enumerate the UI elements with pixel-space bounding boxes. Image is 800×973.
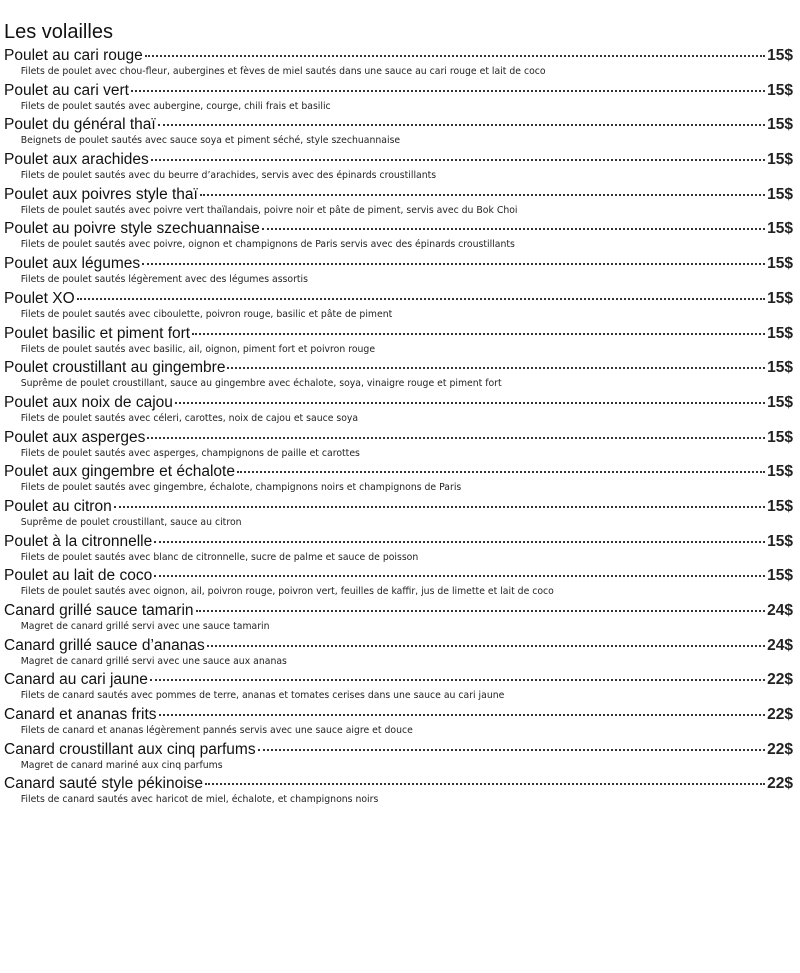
menu-item-price: 15$ (767, 255, 793, 273)
menu-item-price: 15$ (767, 185, 793, 203)
menu-item-name: Poulet du général thaï (4, 116, 156, 134)
menu-item-name: Poulet au citron (4, 497, 112, 515)
menu-item-header (4, 219, 793, 238)
menu-item-price: 15$ (767, 428, 793, 446)
menu-item-header (4, 81, 793, 100)
menu-item (4, 358, 793, 393)
menu-item (4, 601, 793, 636)
menu-item-name: Poulet aux asperges (4, 428, 146, 446)
dotted-leader (205, 783, 765, 785)
dotted-leader (142, 263, 765, 265)
menu-item-name: Poulet aux gingembre et échalote (4, 463, 235, 481)
menu-item-header (4, 774, 793, 793)
menu-item-header (4, 462, 793, 481)
menu-item (4, 774, 793, 809)
menu-item (4, 115, 793, 150)
menu-item-header (4, 428, 793, 447)
menu-item-price: 15$ (767, 289, 793, 307)
menu-item (4, 185, 793, 220)
menu-item (4, 566, 793, 601)
menu-item (4, 289, 793, 324)
menu-item-name: Canard grillé sauce d’ananas (4, 636, 205, 654)
dotted-leader (175, 402, 765, 404)
dotted-leader (154, 541, 765, 543)
menu-item-description: Filets de poulet avec chou-fleur, aubergines et fèves de miel sautés dans une sauce au cari rouge et lait de coco (20, 66, 546, 77)
menu-item-price: 15$ (767, 116, 793, 134)
dotted-leader (151, 159, 765, 161)
menu-item (4, 428, 793, 463)
menu-item-price: 15$ (767, 393, 793, 411)
menu-item-description: Magret de canard mariné aux cinq parfums (20, 759, 223, 771)
menu-item-price: 22$ (767, 740, 793, 758)
menu-item-header (4, 150, 793, 169)
menu-item-name: Poulet basilic et piment fort (4, 324, 191, 342)
menu-item-description: Filets de poulet sautés avec céleri, carottes, noix de cajou et sauce soya (20, 412, 359, 424)
menu-item-price: 22$ (767, 775, 793, 793)
menu-item-description: Beignets de poulet sautés avec sauce soya et piment séché, style szechuannaise (20, 135, 401, 147)
menu-item-name: Poulet au poivre style szechuannaise (4, 220, 260, 238)
menu-item-price: 15$ (767, 47, 793, 64)
menu-item (4, 393, 793, 428)
menu-item-header (4, 740, 793, 759)
menu-item-name: Poulet aux légumes (4, 255, 141, 273)
menu-item-name: Poulet croustillant au gingembre (4, 359, 226, 377)
menu-item-name: Canard au cari jaune (4, 671, 148, 689)
menu-item (4, 81, 793, 116)
menu-item-price: 15$ (767, 463, 793, 481)
menu-item-price: 15$ (767, 324, 793, 342)
menu-item-description: Suprême de poulet croustillant, sauce au citron (20, 516, 242, 528)
dotted-leader (154, 575, 765, 577)
menu-item-description: Filets de poulet sautés avec du beurre d’arachides, servis avec des épinards croustillants (20, 170, 437, 182)
dotted-leader (158, 124, 765, 126)
dotted-leader (147, 437, 765, 439)
menu-item-price: 15$ (767, 532, 793, 550)
menu-item-description: Filets de poulet sautés avec poivre, oignon et champignons de Paris servis avec des épinards croustillants (20, 239, 515, 251)
menu-item-description: Suprême de poulet croustillant, sauce au gingembre avec échalote, soya, vinaigre rouge et piment fort (20, 378, 502, 390)
dotted-leader (200, 194, 765, 196)
menu-item-description: Filets de poulet sautés avec poivre vert thaïlandais, poivre noir et pâte de piment, servis avec du Bok Choi (20, 204, 518, 216)
menu-item-price: 15$ (767, 220, 793, 238)
menu-item (4, 740, 793, 775)
menu-item-header (4, 185, 793, 204)
menu-item (4, 219, 793, 254)
menu-item-description: Filets de poulet sautés avec asperges, champignons de paille et carottes (20, 447, 360, 459)
menu-item-description: Magret de canard grillé servi avec une sauce tamarin (20, 621, 270, 632)
dotted-leader (145, 55, 765, 57)
dotted-leader (192, 333, 765, 335)
dotted-leader (196, 610, 766, 612)
menu-item-header (4, 601, 793, 620)
menu-item (4, 462, 793, 497)
menu-item-description: Filets de poulet sautés avec gingembre, échalote, champignons noirs et champignons de Paris (20, 482, 462, 494)
menu-item-header (4, 566, 793, 585)
menu-item-header (4, 358, 793, 377)
menu-item-name: Canard sauté style pékinoise (4, 775, 204, 793)
menu-item-price: 22$ (767, 671, 793, 689)
menu-item-price: 15$ (767, 81, 793, 99)
dotted-leader (262, 228, 765, 230)
menu-item-name: Poulet au cari vert (4, 81, 129, 99)
menu-item-description: Filets de poulet sautés avec ciboulette, poivron rouge, basilic et pâte de piment (20, 308, 393, 320)
dotted-leader (150, 679, 765, 681)
section-title: Les volailles (4, 21, 113, 43)
dotted-leader (77, 298, 765, 300)
menu-item (4, 670, 793, 705)
dotted-leader (207, 645, 765, 647)
menu-item (4, 532, 793, 567)
menu-item-description: Filets de canard et ananas légèrement pannés servis avec une sauce aigre et douce (20, 725, 413, 737)
menu-item-name: Poulet au cari rouge (4, 47, 143, 64)
menu-item-description: Filets de poulet sautés avec blanc de citronnelle, sucre de palme et sauce de poisson (20, 551, 419, 563)
menu-item-description: Magret de canard grillé servi avec une sauce aux ananas (20, 655, 287, 667)
menu-item-description: Filets de canard sautés avec haricot de miel, échalote, et champignons noirs (20, 794, 379, 806)
dotted-leader (114, 506, 765, 508)
menu-item (4, 497, 793, 532)
menu-item-header (4, 46, 793, 65)
menu-item-name: Poulet au lait de coco (4, 567, 153, 585)
menu-item-description: Filets de poulet sautés légèrement avec des légumes assortis (20, 274, 308, 286)
menu-item-header (4, 532, 793, 551)
menu-item-description: Filets de canard sautés avec pommes de terre, ananas et tomates cerises dans une sauce au cari jaune (20, 690, 505, 702)
menu-item-header (4, 254, 793, 273)
menu-item-description: Filets de poulet sautés avec basilic, ail, oignon, piment fort et poivron rouge (20, 343, 376, 355)
dotted-leader (159, 714, 766, 716)
dotted-leader (258, 749, 766, 751)
menu-item-header (4, 670, 793, 689)
menu-item (4, 636, 793, 671)
menu-item-name: Poulet XO (4, 289, 75, 307)
menu-item-price: 15$ (767, 151, 793, 169)
menu-item (4, 705, 793, 740)
dotted-leader (131, 90, 765, 92)
menu-item (4, 150, 793, 185)
menu-item (4, 324, 793, 359)
menu-item (4, 254, 793, 289)
menu-item-header (4, 705, 793, 724)
menu-item-name: Poulet aux arachides (4, 151, 149, 169)
menu-item-header (4, 115, 793, 134)
menu-item-price: 15$ (767, 497, 793, 515)
menu-item-price: 24$ (767, 636, 793, 654)
menu-item-price: 15$ (767, 359, 793, 377)
menu-item-name: Poulet à la citronnelle (4, 532, 153, 550)
menu-item-description: Filets de poulet sautés avec oignon, ail, poivron rouge, poivron vert, feuilles de kaffir, jus de limette et lait de coco (20, 586, 554, 598)
menu-item-name: Poulet aux noix de cajou (4, 393, 173, 411)
dotted-leader (227, 367, 765, 369)
menu-item (4, 46, 793, 81)
menu-item-header (4, 324, 793, 343)
menu-item-price: 24$ (767, 602, 793, 619)
menu-item-list (4, 46, 793, 809)
menu-item-name: Canard grillé sauce tamarin (4, 602, 194, 619)
menu-item-name: Canard et ananas frits (4, 706, 157, 724)
menu-item-price: 22$ (767, 706, 793, 724)
menu-item-name: Canard croustillant aux cinq parfums (4, 740, 256, 758)
menu-item-header (4, 497, 793, 516)
menu-item-name: Poulet aux poivres style thaï (4, 185, 198, 203)
menu-item-header (4, 289, 793, 308)
menu-item-description: Filets de poulet sautés avec aubergine, courge, chili frais et basilic (20, 100, 331, 112)
menu-page (4, 0, 793, 809)
dotted-leader (237, 471, 765, 473)
menu-item-price: 15$ (767, 567, 793, 585)
menu-item-header (4, 636, 793, 655)
menu-item-header (4, 393, 793, 412)
